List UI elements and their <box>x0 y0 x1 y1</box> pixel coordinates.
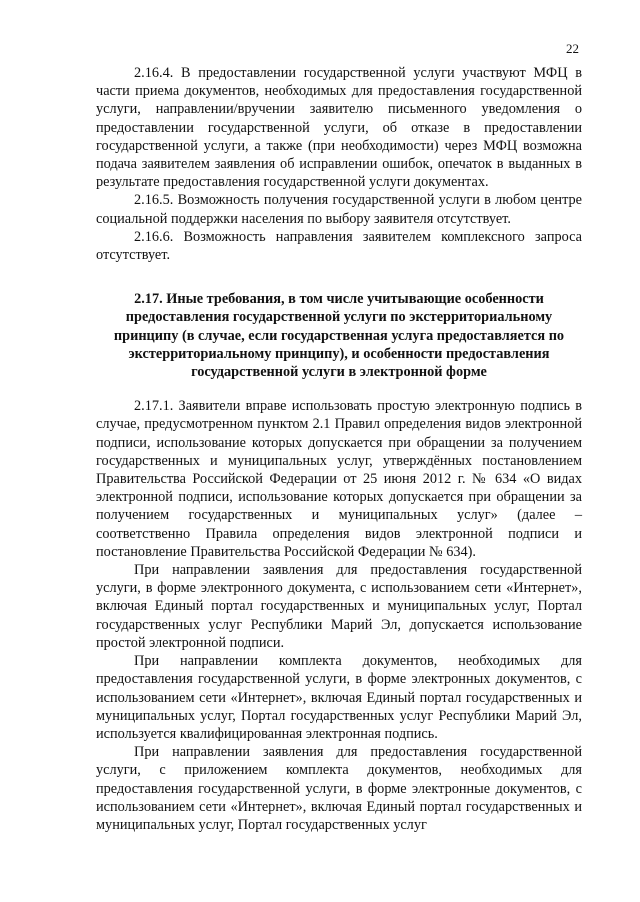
paragraph-application-with-documents: При направлении заявления для предоставления государственной услуги, с приложением комплекта документов, необходимых для предоставления государственной услуги, в форме электронные документов, с использованием сети «Интернет», включая Единый портал государственных и муниципальных услуг, Портал государственных услуг <box>96 744 582 833</box>
paragraph-2-17-1: 2.17.1. Заявители вправе использовать простую электронную подпись в случае, предусмотренном пунктом 2.1 Правил определения видов электронной подписи, использование которых допускается при обращении за получением государственных и муниципальных услуг, утверждённых постановлением Правительства Российской Федерации от 25 июня 2012 г. № 634 «О видах электронной подписи, использование которых допускается при обращении за получением государственных и муниципальных услуг» (далее – соответственно Правила определения видов электронной подписи и постановление Правительства Российской Федерации № 634). <box>96 398 582 560</box>
paragraph-simple-signature: При направлении заявления для предоставления государственной услуги, в форме электронного документа, с использованием сети «Интернет», включая Единый портал государственных и муниципальных услуг, Портал государственных услуг Республики Марий Эл, допускается использование простой электронной подписи. <box>96 562 582 651</box>
paragraph-2-16-6: 2.16.6. Возможность направления заявителем комплексного запроса отсутствует. <box>96 228 582 264</box>
paragraph-2-16-4: 2.16.4. В предоставлении государственной услуги участвуют МФЦ в части приема документов, необходимых для предоставления государственной услуги, направлении/вручении заявителю письменного уведомления о предоставлении государственной услуги, об отказе в предоставлении государственной услуги, а также (при необходимости) через МФЦ возможна подача заявителем заявления об исправлении ошибок, опечаток в выданных в результате предоставления государственной услуги документах. <box>96 65 582 191</box>
section-heading-2-17: 2.17. Иные требования, в том числе учитывающие особенности предоставления государственной услуги по экстерриториальному принципу (в случае, если государственная услуга предоставляется по экстерриториальному принципу), и особенности предоставления государственной услуги в электронной форме <box>113 291 565 381</box>
page-content <box>96 64 582 834</box>
paragraph-qualified-signature: При направлении комплекта документов, необходимых для предоставления государственной услуги, в форме электронных документов, с использованием сети «Интернет», включая Единый портал государственных и муниципальных услуг, Портал государственных услуг Республики Марий Эл, используется квалифицированная электронная подпись. <box>96 653 582 742</box>
paragraph-2-16-5: 2.16.5. Возможность получения государственной услуги в любом центре социальной поддержки населения по выбору заявителя отсутствует. <box>96 192 582 227</box>
page-number: 22 <box>566 41 579 56</box>
